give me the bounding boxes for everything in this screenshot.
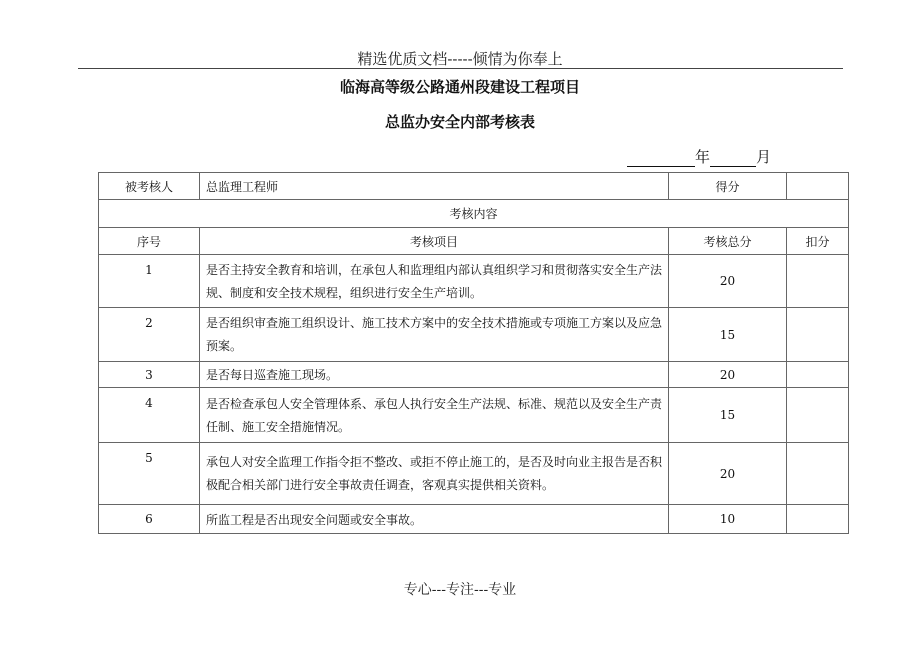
row-seq: 1: [99, 255, 200, 308]
page-header-text: 精选优质文档-----倾情为你奉上: [357, 50, 563, 68]
col-header-seq: 序号: [99, 228, 200, 255]
col-header-deduction: 扣分: [787, 228, 849, 255]
date-line: [627, 146, 771, 167]
month-label: 月: [756, 148, 772, 166]
assessee-label: 被考核人: [99, 173, 200, 200]
row-deduction-cell[interactable]: [787, 255, 849, 308]
score-value-cell[interactable]: [787, 173, 849, 200]
table-row: [99, 362, 849, 388]
table-row: [99, 505, 849, 534]
row-item: 承包人对安全监理工作指令拒不整改、或拒不停止施工的，是否及时向业主报告是否积极配合相关部门进行安全事故责任调查，客观真实提供相关资料。: [200, 443, 669, 505]
document-title: 临海高等级公路通州段建设工程项目: [339, 78, 580, 96]
row-deduction-cell[interactable]: [787, 308, 849, 362]
score-label: 得分: [669, 173, 787, 200]
assessee-value: 总监理工程师: [200, 173, 669, 200]
row-deduction-cell[interactable]: [787, 388, 849, 443]
assessee-row: [99, 173, 849, 200]
col-header-total: 考核总分: [669, 228, 787, 255]
row-item: 是否主持安全教育和培训，在承包人和监理组内部认真组织学习和贯彻落实安全生产法规、制度和安全技术规程，组织进行安全生产培训。: [200, 255, 669, 308]
row-deduction-cell[interactable]: [787, 362, 849, 388]
month-blank[interactable]: [710, 150, 756, 167]
year-label: 年: [695, 148, 711, 166]
table-row: [99, 443, 849, 505]
row-deduction-cell[interactable]: [787, 505, 849, 534]
row-seq: 6: [99, 505, 200, 534]
row-item: 是否检查承包人安全管理体系、承包人执行安全生产法规、标准、规范以及安全生产责任制、施工安全措施情况。: [200, 388, 669, 443]
row-item: 是否组织审查施工组织设计、施工技术方案中的安全技术措施或专项施工方案以及应急预案。: [200, 308, 669, 362]
row-seq: 3: [99, 362, 200, 388]
row-deduction-cell[interactable]: [787, 443, 849, 505]
section-row: [99, 200, 849, 228]
row-total: 20: [669, 255, 787, 308]
col-header-item: 考核项目: [200, 228, 669, 255]
section-label: 考核内容: [99, 200, 849, 228]
row-seq: 4: [99, 388, 200, 443]
page-footer-text: 专心---专注---专业: [403, 582, 517, 598]
table-row: [99, 388, 849, 443]
row-total: 20: [669, 362, 787, 388]
row-total: 10: [669, 505, 787, 534]
table-row: [99, 255, 849, 308]
row-total: 15: [669, 308, 787, 362]
row-seq: 5: [99, 443, 200, 505]
row-total: 15: [669, 388, 787, 443]
table-row: [99, 308, 849, 362]
row-item: 是否每日巡查施工现场。: [200, 362, 669, 388]
row-total: 20: [669, 443, 787, 505]
year-blank[interactable]: [627, 150, 695, 167]
assessment-table: [98, 172, 849, 534]
row-item: 所监工程是否出现安全问题或安全事故。: [200, 505, 669, 534]
row-seq: 2: [99, 308, 200, 362]
header-divider: [78, 68, 843, 69]
document-subtitle: 总监办安全内部考核表: [384, 113, 535, 131]
column-header-row: [99, 228, 849, 255]
